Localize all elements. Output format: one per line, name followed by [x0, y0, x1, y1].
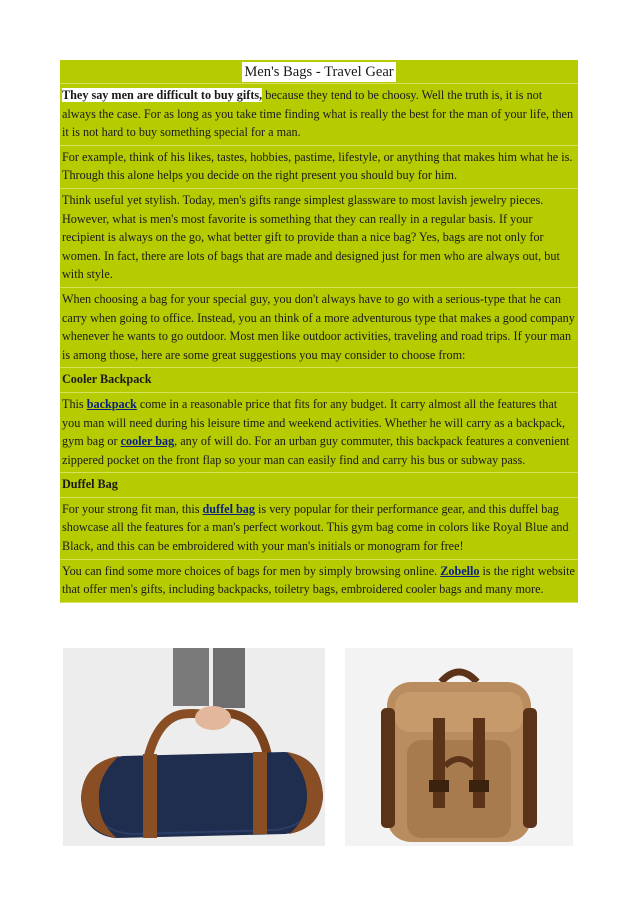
paragraph-duffel-bag — [60, 498, 578, 560]
intro-rest: because they tend to be choosy. Well the truth is, it is not always the case. For as long as you take time finding what is really the best for the man of your life, then it is not hard to buy something special for a man. — [62, 88, 574, 140]
closing-text-1: You can find some more choices of bags for men by simply browsing online. — [62, 563, 441, 578]
product-photos — [60, 648, 578, 846]
cooler-text-2: come in a reasonable price that fits for any budget. It carry almost all the features that you man will need during his leisure time and weekend activities. Whether he will carry as a backpack, gym bag or — [62, 396, 566, 449]
duffel-text-2: is very popular for their performance gear, and this duffel bag showcase all the features for a man's perfect workout. This gym bag come in colors like Royal Blue and Black, and this can be embroidered with your man's initials or monogram for free! — [62, 501, 569, 554]
paragraph-likes: For example, think of his likes, tastes, hobbies, pastime, lifestyle, or anything that makes him what he is. Through this alone helps you decide on the right present you should buy for him. — [60, 146, 578, 189]
paragraph-intro — [60, 84, 578, 146]
cooler-bag-link[interactable]: cooler bag — [120, 434, 175, 449]
title-row — [60, 60, 578, 84]
intro-lead: They say men are difficult to buy gifts, — [62, 88, 263, 102]
page-title: Men's Bags - Travel Gear — [244, 64, 394, 80]
duffel-bag-illustration — [63, 648, 325, 846]
backpack-photo — [345, 648, 573, 846]
duffel-text-1: For your strong fit man, this — [62, 501, 203, 516]
paragraph-closing — [60, 560, 578, 603]
heading-cooler-backpack: Cooler Backpack — [60, 368, 578, 393]
cooler-text-3: , any of will do. For an urban guy commuter, this backpack features a convenient zippered pocket on the front flap so your man can easily find and carry his bus or subway pass. — [62, 434, 570, 467]
duffel-bag-link[interactable]: duffel bag — [202, 501, 255, 516]
closing-text-2: is the right website that offer men's gifts, including backpacks, toiletry bags, embroidered cooler bags and many more. — [62, 563, 575, 597]
article — [60, 60, 578, 603]
paragraph-choosing: When choosing a bag for your special guy, you don't always have to go with a serious-type that he can carry when going to office. Instead, you an think of a more adventurous type that makes a good company whenever he wants to go outdoor. Most men like outdoor activities, traveling and road trips. If your man is among those, here are some great suggestions you may consider to choose from: — [60, 288, 578, 368]
backpack-link[interactable]: backpack — [86, 396, 137, 411]
backpack-illustration — [345, 648, 573, 846]
cooler-text-1: This — [62, 396, 87, 411]
duffel-bag-photo — [63, 648, 325, 846]
heading-duffel-bag: Duffel Bag — [60, 473, 578, 498]
paragraph-stylish: Think useful yet stylish. Today, men's gifts range simplest glassware to most lavish jewelry pieces. However, what is men's most favorite is something that they can really in a regular basis. If your recipient is always on the go, what better gift to provide than a nice bag? Yes, bags are not only for women. In fact, there are lots of bags that are made and designed just for men who are always out, but with style. — [60, 189, 578, 288]
paragraph-cooler-backpack — [60, 393, 578, 473]
zobello-link[interactable]: Zobello — [440, 563, 480, 578]
